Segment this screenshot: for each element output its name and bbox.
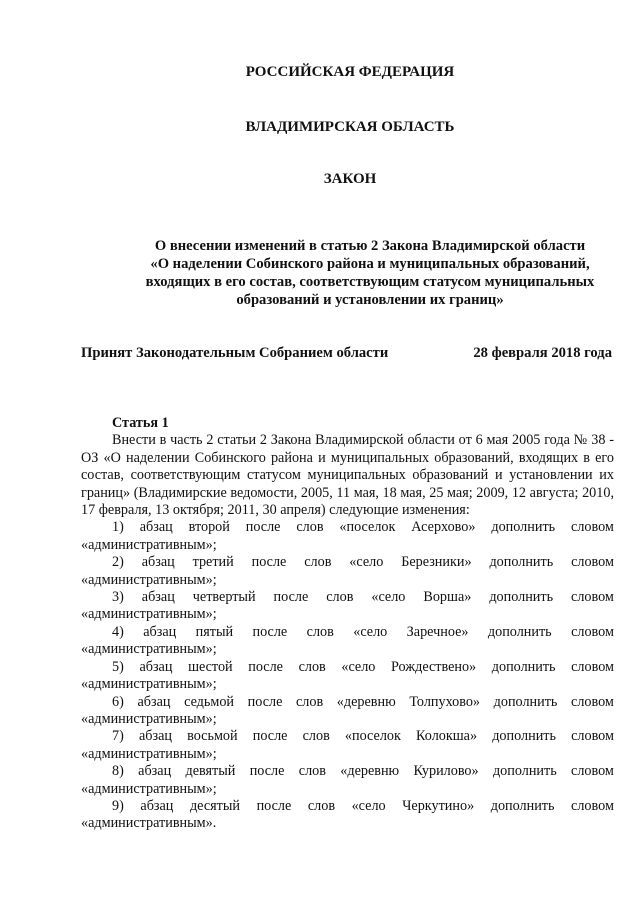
amendment-word: «село xyxy=(353,623,388,640)
amendment-word: Черкутино» xyxy=(402,797,475,814)
amendment-word: после xyxy=(249,763,285,780)
amendment-word: слов xyxy=(296,519,324,536)
amendment-word: «деревню xyxy=(336,693,396,710)
amendment-item-tail: «административным». xyxy=(81,815,217,832)
amendment-item-line xyxy=(81,798,614,815)
amendment-item-tail: «административным»; xyxy=(81,536,217,553)
amendment-item-tail: «административным»; xyxy=(81,780,217,797)
amendment-word: дополнить xyxy=(492,728,556,745)
amendment-word: «поселок xyxy=(344,728,401,745)
adoption-line xyxy=(81,344,612,362)
amendment-word: дополнить xyxy=(492,763,557,780)
article-intro-paragraph: Внести в часть 2 статьи 2 Закона Владимирской области от 6 мая 2005 года № 38 - ОЗ «О наделении Собинского района и муниципальных образований, входящих в его состав, соответствующим статусом муниципальных образований и установлении их границ» (Владимирские ведомости, 2005, 11 мая, 18 мая, 25 мая; 2009, 12 августа; 2010, 17 февраля, 13 октября; 2011, 30 апреля) следующие изменения: xyxy=(81,432,614,519)
amendment-word: дополнить xyxy=(489,589,554,606)
region-heading: ВЛАДИМИРСКАЯ ОБЛАСТЬ xyxy=(245,119,455,135)
amendment-word: третий xyxy=(192,554,234,571)
amendment-word: после xyxy=(245,519,281,536)
amendment-word: «поселок xyxy=(339,519,396,536)
article-body xyxy=(81,415,614,833)
amendment-word: абзац xyxy=(140,797,174,814)
amendment-item xyxy=(81,728,614,763)
amendment-word: дополнить xyxy=(491,519,556,536)
amendment-word: седьмой xyxy=(184,693,235,710)
amendment-word: словом xyxy=(571,554,614,571)
amendment-word: «село xyxy=(349,554,384,571)
amendment-item-tail: «административным»; xyxy=(81,745,217,762)
amendment-item-tail: «административным»; xyxy=(81,641,217,658)
subject-line: «О наделении Собинского района и муниципальных образований, xyxy=(150,256,590,272)
amendment-word: словом xyxy=(571,693,614,710)
amendment-word: Ворша» xyxy=(423,589,472,606)
amendment-item-line xyxy=(81,694,614,711)
amendment-word: после xyxy=(273,589,309,606)
amendment-word: 5) xyxy=(112,658,124,675)
amendment-word: четвертый xyxy=(192,589,256,606)
amendment-item xyxy=(81,763,614,798)
amendment-word: слов xyxy=(326,589,354,606)
amendment-word: Березники» xyxy=(401,554,472,571)
amendment-word: после xyxy=(251,554,287,571)
amendment-item xyxy=(81,554,614,589)
amendment-word: восьмой xyxy=(187,728,238,745)
amendment-word: дополнить xyxy=(490,797,555,814)
amendment-item-tail: «административным»; xyxy=(81,606,217,623)
amendment-word: дополнить xyxy=(493,693,558,710)
amendment-word: слов xyxy=(307,797,336,814)
amendment-word: второй xyxy=(188,519,230,536)
amendment-word: абзац xyxy=(139,519,173,536)
amendment-item-line xyxy=(81,554,614,571)
amendment-item xyxy=(81,624,614,659)
amendment-word: абзац xyxy=(138,728,172,745)
amendment-item-line xyxy=(81,763,614,780)
amendment-word: «село xyxy=(351,797,386,814)
amendment-word: словом xyxy=(571,623,614,640)
amendment-word: 6) xyxy=(112,693,124,710)
amendment-word: слов xyxy=(298,658,326,675)
amendment-word: словом xyxy=(571,519,614,536)
amendment-word: девятый xyxy=(185,763,236,780)
amendment-item xyxy=(81,659,614,694)
amendment-word: после xyxy=(256,797,292,814)
country-heading: РОССИЙСКАЯ ФЕДЕРАЦИЯ xyxy=(245,64,455,80)
amendment-word: Колокша» xyxy=(416,728,478,745)
amendment-word: Асерхово» xyxy=(411,519,476,536)
amendment-item xyxy=(81,519,614,554)
amendment-word: 3) xyxy=(112,589,124,606)
amendment-word: слов xyxy=(306,623,334,640)
amendment-word: 7) xyxy=(112,728,124,745)
amendment-word: пятый xyxy=(195,623,234,640)
article-title: Статья 1 xyxy=(112,415,169,431)
adopted-by: Принят Законодательным Собранием области xyxy=(81,345,389,361)
amendment-item-line xyxy=(81,659,614,676)
amendment-item-tail: «административным»; xyxy=(81,571,217,588)
subject-line: образований и установлении их границ» xyxy=(236,292,504,308)
document-type-heading: ЗАКОН xyxy=(323,171,377,187)
amendment-word: абзац xyxy=(143,623,177,640)
amendment-word: слов xyxy=(304,554,332,571)
amendment-word: 4) xyxy=(112,623,124,640)
amendment-list xyxy=(81,519,614,832)
amendment-word: Заречное» xyxy=(406,623,469,640)
amendment-word: абзац xyxy=(141,589,175,606)
amendment-item-line xyxy=(81,728,614,745)
amendment-word: 8) xyxy=(112,763,124,780)
subject-line: входящих в его состав, соответствующим статусом муниципальных xyxy=(145,274,595,290)
amendment-word: слов xyxy=(298,763,326,780)
amendment-word: десятый xyxy=(189,797,240,814)
amendment-word: словом xyxy=(571,797,614,814)
amendment-word: дополнить xyxy=(489,554,554,571)
amendment-item-tail: «административным»; xyxy=(81,676,217,693)
amendment-item xyxy=(81,589,614,624)
amendment-item xyxy=(81,694,614,729)
amendment-word: словом xyxy=(571,658,614,675)
amendment-item xyxy=(81,798,614,833)
amendment-word: слов xyxy=(302,728,330,745)
amendment-word: слов xyxy=(296,693,324,710)
amendment-word: Толпухово» xyxy=(409,693,481,710)
amendment-item-line xyxy=(81,624,614,641)
law-subject-title xyxy=(90,237,640,309)
amendment-word: словом xyxy=(571,728,614,745)
amendment-word: после xyxy=(252,728,288,745)
amendment-word: абзац xyxy=(141,554,175,571)
amendment-word: после xyxy=(247,693,283,710)
amendment-word: 9) xyxy=(112,797,124,814)
amendment-word: после xyxy=(252,623,288,640)
amendment-word: «деревню xyxy=(340,763,400,780)
amendment-word: «село xyxy=(341,658,376,675)
amendment-word: после xyxy=(248,658,283,675)
amendment-word: «село xyxy=(371,589,406,606)
amendment-word: абзац xyxy=(137,693,171,710)
amendment-word: абзац xyxy=(139,658,173,675)
amendment-word: словом xyxy=(571,763,614,780)
amendment-word: Рождествено» xyxy=(391,658,477,675)
amendment-item-line xyxy=(81,589,614,606)
amendment-item-tail: «административным»; xyxy=(81,710,217,727)
adoption-date: 28 февраля 2018 года xyxy=(473,345,612,361)
amendment-word: Курилово» xyxy=(413,763,479,780)
amendment-word: дополнить xyxy=(487,623,552,640)
amendment-word: абзац xyxy=(138,763,172,780)
subject-line: О внесении изменений в статью 2 Закона Владимирской области xyxy=(154,238,586,254)
amendment-word: шестой xyxy=(188,658,233,675)
amendment-word: словом xyxy=(571,589,614,606)
amendment-word: 1) xyxy=(112,519,124,536)
amendment-item-line xyxy=(81,519,614,536)
amendment-word: дополнить xyxy=(491,658,556,675)
amendment-word: 2) xyxy=(112,554,124,571)
